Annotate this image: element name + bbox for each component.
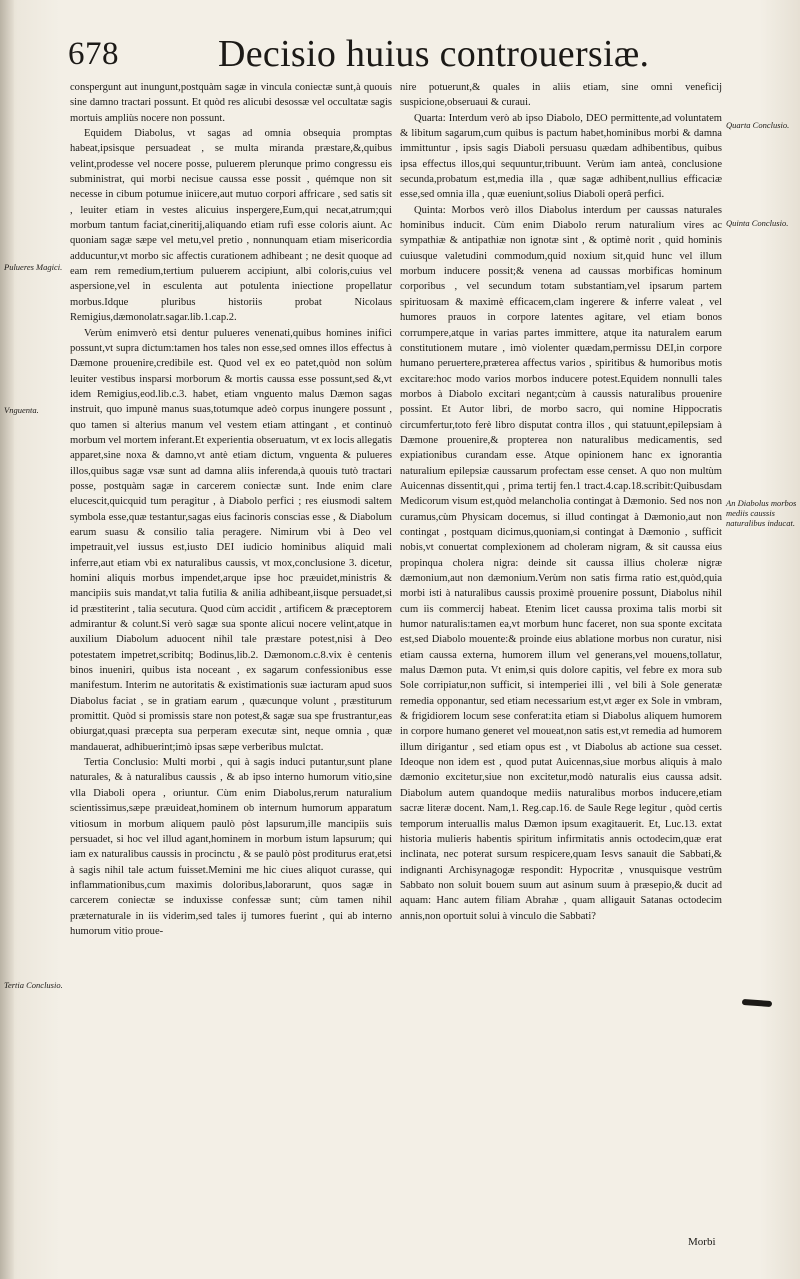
margin-note-tertia: Tertia Conclusio. — [4, 980, 63, 990]
margin-note-quinta: Quinta Conclusio. — [726, 218, 789, 228]
left-paragraph-1: conspergunt aut inungunt,postquàm sagæ in vincula coniectæ sunt,à quouis sine damno tractari possunt. Et quòd res alicubi desossæ vel occultatæ sagis mortuis ampliùs nocere non possunt. — [70, 82, 392, 124]
page-number: 678 — [68, 36, 119, 72]
right-paragraph-2: Quarta: Interdum verò ab ipso Diabolo, DEO permittente,ad voluntatem & libitum sagarum,cum quibus is pactum habet,hominibus morbi & damna immittuntur , ipsis sagis Diaboli persuasu quædam adhibentibus, quibus ipsa effectus illos,qui sequuntur,tribuunt. Verùm iam anteà, conclusione secunda,probatum est,media illa , quæ sagæ adhibent,nullius efficaciæ esse,sed omnia illa , quæ eueniunt,solius Diaboli operâ perfici. — [400, 112, 722, 201]
margin-note-pulueres: Pulueres Magici. — [4, 262, 63, 272]
left-paragraph-3: Verùm enimverò etsi dentur pulueres venenati,quibus homines inifici possunt,vt supra dictum:tamen hos tales non esse,sed omnes illos effectus à Dæmone prouenire,credibile est. Quod vel ex eo patet,quòd non solùm leuiter vestibus insparsi morborum & mortis caussa esse possunt,sed &,vt idem Remigius,eod.lib.c.3. habet, etiam vnguento malus Dæmon sagas instruit, quo impunè manus suas,totumque adeò corpus inungere possunt , quo tamen si alterius manum vel vestem etiam attingant , et continuò morbum vel mortem inferant.Et experientia obseruatum, vt ex locis allegatis apparet,sine noxa & damno,vt antè etiam dictum, vnguenta & pulueres illos,quibus sagæ vsæ sunt ad damna aliis inferenda,à quouis tutò tractari posse, postquàm sagæ in carcerem coniectæ sunt. Inde enim clare elucescit,quicquid tum peragitur , à Diabolo perfici ; res eiusmodi saltem symbola esse,quæ testantur,sagas eius facinoris conscias esse , & Diabolum earum suasu & consilio talia peragere. Nimirum vbi à Deo vel impetrauit,vel iussus est,iusto DEI iudicio hominibus aliquid mali inferre,aut etiam vbi ex naturalibus caussis, vt mox,conclusione 3. dicetur, homini aliquis morbus impendet,arque ipse hoc præuidet,ministris & mancipiis suis mandat,vt talia futilia & anilia adhibeant,iisque persuadet,si id præstiterint , talia secutura. Quod cùm accidit , artificem & præceptorem admirantur & colunt.Si verò sagæ sua sponte alicui nocere velint,atque in auxilium Diabolum aduocent nihil tale præstare potest,nisi à Deo potestatem impetret,scribitq; Bodinus,lib.2. Dæmonom.c.8.vix è centenis binos inueniri, quibus ista noceant , ex sagarum confessionibus esse manifestum. Interim ne autoritatis & existimationis suæ iacturam apud suos Diabolus faciat , se in gratiam earum , quæcunque volunt , præstiturum promittit. Quòd si promissis stare non potest,& sagæ sua spe frustrantur,eas obiurgat,quasi præcepta sua perperam executæ sint, neque omnia , quæ mandauerat, adhibuerint;imò ipsas sæpe verberibus mulctat. — [70, 327, 392, 753]
left-paragraph-2: Equidem Diabolus, vt sagas ad omnia obsequia promptas habeat,ipsisque persuadeat , se multa miranda præstare,&,quibus velint,prodesse vel nocere posse, puluerem plerunque primo congressu eis subministrat, qui morbi necisue caussa esse possit , quémque non sit necesse in cibum potumue inìicere,aut mutuo corpori affricare , sed satis sit , leuiter etiam in vestes alicuius inspergere,Eum,qui necat,atrum;qui morbum tantum faciat,cineritij,aliquando etiam rufi esse coloris aiunt. Ac quoniam sagæ sæpe vel metu,vel pretio , nonnunquam etiam misericordia adducuntur,vt morbo sic affectis curationem adhibeant ; ne desit quoque ad eam rem remedium,tertium puluerem accipiunt, albi coloris,cuius vel aspersione,vel in esculenta aut potulenta iniectione propellatur morbus.Idque pluribus historiis probat Nicolaus Remigius,dæmonolatr.sagar.lib.1.cap.2. — [70, 128, 392, 324]
running-head: Decisio huius controuersiæ. — [218, 33, 650, 75]
gutter-shadow — [0, 0, 14, 1279]
right-paragraph-1: nire potuerunt,& quales in aliis etiam, sine omni veneficij suspicione,obseruaui & curaui. — [400, 82, 722, 109]
ink-pointer-mark — [742, 999, 772, 1007]
margin-note-quarta: Quarta Conclusio. — [726, 120, 790, 130]
right-paragraph-3: Quinta: Morbos verò illos Diabolus interdum per caussas naturales hominibus inducit. Cùm enim Diabolo rerum naturalium vires ac sympathiæ & antipathiæ non ignotæ sint , & optimè norit , quid hominis cuiusque valetudini commodum,quid noxium sit,quid hunc vel illum morbum inducere possit;& venena ad caussas morbificas hominum corporibus , vel secundum totam substantiam,vel ipsarum partem spirituosam & maximè efficacem,clam ingerere & inferre valeat , vel humores prauos in corpore latentes agitare, vel etiam bonos corrumpere,atque in varias partes immittere, atque ita naturalem earum constitutionem mutare , imò violenter quædam,permissu DEI,in corpore humano peruertere,præterea affectus varios , spiritibus & humoribus motis excitare:hoc modo varios morbos inducere potest.Equidem nonnulli tales morbos à Diabolo excitari negant;cùm à caussis naturalibus prouenire possint. Et Autor libri, de morbo sacro, qui nomine Hippocratis circumfertur,toto ferè libro disputat contra illos , qui statuunt,epilepsiam à Dæmone prouenire,& propterea non naturalibus medicamentis, sed expiationibus curandam esse. Atque opinionem hanc ex ignorantia naturalium epilepsiæ caussarum profectam esse censet. A quo non multùm Auicennas dissentit,qui , prima tertij fen.1 tract.4.cap.18.scribit:Quibusdam Medicorum visum est,quòd melancholia contingat à Dæmonio. Sed nos non curamus,cùm Physicam docemus, si illud contingat à Dæmonio,aut non contingat , postquam dicimus,quoniam,si contingat à Dæmonio , sufficit nobis,vt conuertat complexionem ad choleram nigram, & sit caussa eius propinqua cholera nigra: deinde sit caussa illius choleræ nigræ dæmonium,aut non dæmonium.Verùm non satis firma ratio est,quòd,quia morbi isti à naturalibus caussis proximè prouenire possunt, Diabolus nihil cum iis commercij habeat. Etenim licet caussa proxima talis morbi sit humor naturalis:tamen ea,vt morbum hunc faceret, non sua sponte excitata est,sed Diabolo mouente:& proinde eius ablatione morbus non curatur, nisi etiam caussa externa, humorem illum vel generans,vel mouens,tollatur, malus Dæmon puta. Vt enim,si quis dolore capitis, vel febre ex mora sub Sole corripiatur,non sufficit, si intemperiei illi , vel bili à Sole generatæ remedia opponantur, sed etiam necessarium est,vt æger ex Sole in vmbram, & frigidiorem locum sese conferat:ita etiam si Diabolus aliquem humorem in corpore humano generet vel moueat,non satis est,vt remedia ad humorem illum dirigantur , sed etiam opus est , vt Diabolus ab actione sua cesset. Ideoque non idem est , quod putat Auicennas,siue morbus aliquis à malo dæmonio excitetur,siue non excitetur,modò naturalis eius caussa adsit. Diabolum autem quandoque mediis naturalibus morbos inducere,etiam sacræ literæ docent. Nam,1. Reg.cap.16. de Saule Rege legitur , quòd certis temporum interuallis malus Dæmon ipsum exagitauerit. Et, Luc.13. extat historia mulieris habentis spiritum infirmitatis annis octodecim,quæ erat inclinata, nec poterat sursum respicere,quam Iesvs sanauit die Sabbati,& indignanti Archisynagogæ respondit: Hypocritæ , vnusquisque vestrûm Sabbato non soluit bouem suum aut asinum suum à præsepio,& ducit ad aquam: Hanc autem filiam Abrahæ , quam alligauit Satanas octodecim annis,non oportuit solui à vinculo die Sabbati? — [400, 204, 722, 922]
left-paragraph-4: Tertia Conclusio: Multi morbi , qui à sagis induci putantur,sunt plane naturales, & à naturalibus caussis , & ab ipso interno humorum vitio,sine vlla Diaboli opera , oriuntur. Cùm enim Diabolus,rerum naturalium scientissimus,sæpe præuideat,hominem ob internum humorum apparatum vitiosum in morbum aliquem paulò pòst lapsurum,ille mancipiis suis persuadet, si hoc vel illud agant,hominem in morbum istum lapsurum; qui iam ex naturalibus caussis in procinctu , & se paulò pòst proditurus erat,etsi à sagis nihil tale actum fuisset.Memini me hic ciues aliquot curasse, qui inflammationibus,cum maximis doloribus,laborarunt, quos sagæ in carcerem coniectæ se induxisse confessæ sunt; cùm tamen nihil præternaturale in iis viderim,sed tales ij tumores fuerint , qui ab interno humorum vitio proue- — [70, 757, 392, 937]
margin-note-diabolus: An Diabolus morbos mediis caussis naturalibus inducat. — [726, 498, 797, 528]
right-column — [400, 80, 722, 924]
left-column — [70, 80, 392, 939]
catchword: Morbi — [688, 1236, 716, 1248]
margin-note-vnguenta: Vnguenta. — [4, 405, 39, 415]
